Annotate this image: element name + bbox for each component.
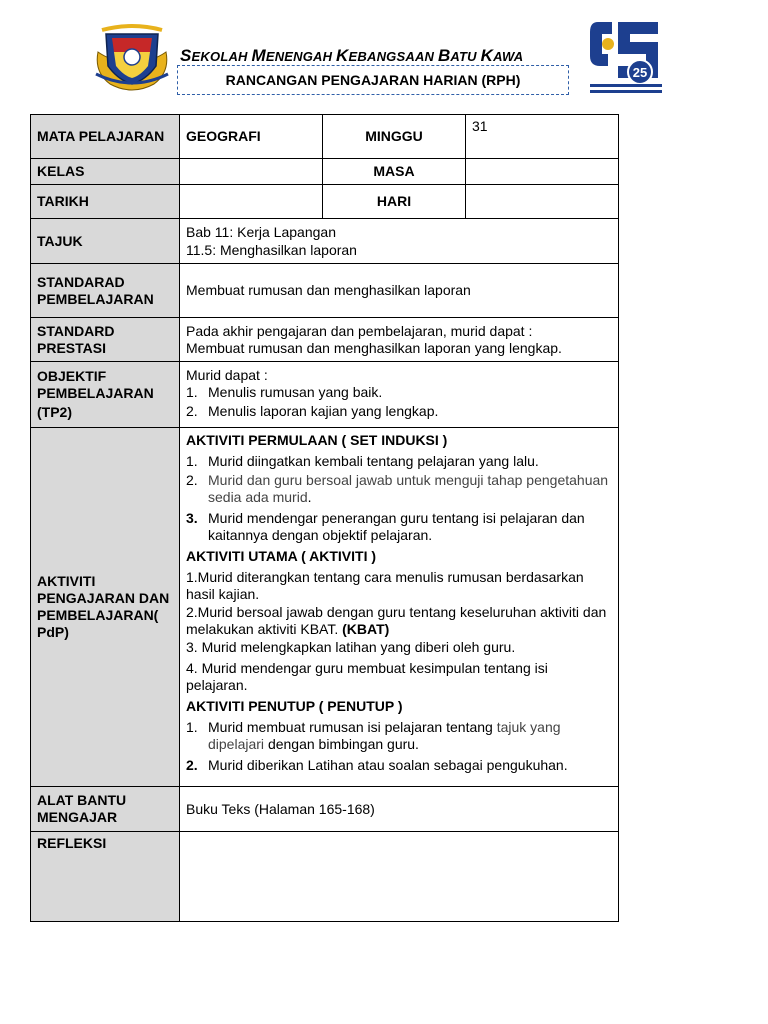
value-standard-prestasi bbox=[180, 318, 619, 362]
value-standard-pembelajaran: Membuat rumusan dan menghasilkan laporan bbox=[180, 264, 619, 318]
school-crest-logo bbox=[92, 22, 172, 94]
utama-item-3: 3. Murid melengkapkan latihan yang diberi oleh guru. bbox=[186, 639, 516, 655]
value-refleksi bbox=[180, 832, 619, 922]
row-aktiviti bbox=[31, 428, 619, 787]
label-alat-bantu: ALAT BANTU MENGAJAR bbox=[31, 787, 180, 832]
objektif-label-tp: (TP2) bbox=[37, 404, 72, 420]
objektif-list bbox=[186, 384, 612, 420]
program-logo-number: 25 bbox=[632, 65, 648, 80]
school-name-word: BATU bbox=[437, 46, 481, 65]
school-name bbox=[180, 46, 572, 66]
value-tarikh bbox=[180, 185, 323, 219]
row-standard-prestasi bbox=[31, 318, 619, 362]
value-minggu: 31 bbox=[466, 115, 619, 159]
label-masa: MASA bbox=[323, 159, 466, 185]
value-alat-bantu: Buku Teks (Halaman 165-168) bbox=[180, 787, 619, 832]
label-minggu: MINGGU bbox=[323, 115, 466, 159]
school-name-word: KEBANGSAAN bbox=[336, 46, 438, 65]
list-item: 2. Murid diberikan Latihan atau soalan sebagai pengukuhan. bbox=[186, 757, 568, 773]
row-alat-bantu bbox=[31, 787, 619, 832]
tajuk-line-1: Bab 11: Kerja Lapangan bbox=[186, 223, 336, 240]
school-name-word: KAWA bbox=[480, 46, 524, 65]
row-mata-pelajaran bbox=[31, 115, 619, 159]
label-objektif bbox=[31, 362, 180, 428]
row-tajuk bbox=[31, 219, 619, 264]
document-title: RANCANGAN PENGAJARAN HARIAN (RPH) bbox=[177, 65, 569, 95]
value-hari bbox=[466, 185, 619, 219]
list-item: 3. Murid mendengar penerangan guru tentang isi pelajaran dan kaitannya dengan objektif pelajaran. bbox=[186, 510, 585, 543]
school-name-word: MENENGAH bbox=[251, 46, 337, 65]
row-tarikh bbox=[31, 185, 619, 219]
label-kelas: KELAS bbox=[31, 159, 180, 185]
label-tajuk: TAJUK bbox=[31, 219, 180, 264]
value-mata-pelajaran: GEOGRAFI bbox=[180, 115, 323, 159]
utama-item-4: 4. Murid mendengar guru membuat kesimpulan tentang isi pelajaran. bbox=[186, 660, 548, 693]
utama-header: AKTIVITI UTAMA ( AKTIVITI ) bbox=[186, 548, 377, 564]
label-tarikh: TARIKH bbox=[31, 185, 180, 219]
value-objektif bbox=[180, 362, 619, 428]
value-tajuk bbox=[180, 219, 619, 264]
program-logo bbox=[588, 16, 664, 98]
label-hari: HARI bbox=[323, 185, 466, 219]
objektif-label-main: OBJEKTIF PEMBELAJARAN bbox=[37, 368, 154, 401]
list-item: 1. Murid membuat rumusan isi pelajaran tentang tajuk yang dipelajari dengan bimbingan guru. bbox=[186, 719, 561, 752]
row-objektif bbox=[31, 362, 619, 428]
tajuk-line-2: 11.5: Menghasilkan laporan bbox=[186, 241, 357, 258]
row-standard-pembelajaran bbox=[31, 264, 619, 318]
permulaan-header: AKTIVITI PERMULAAN ( SET INDUKSI ) bbox=[186, 432, 448, 448]
label-mata-pelajaran: MATA PELAJARAN bbox=[31, 115, 180, 159]
value-masa bbox=[466, 159, 619, 185]
value-aktiviti bbox=[180, 428, 619, 787]
standard-prestasi-line-2: Membuat rumusan dan menghasilkan laporan yang lengkap. bbox=[186, 339, 562, 356]
rph-table bbox=[30, 114, 619, 922]
row-kelas bbox=[31, 159, 619, 185]
list-item: 1. Murid diingatkan kembali tentang pelajaran yang lalu. bbox=[186, 453, 539, 469]
utama-item-2: 2.Murid bersoal jawab dengan guru tentang keseluruhan aktiviti dan melakukan aktiviti KBAT. (KBAT) bbox=[186, 604, 607, 637]
row-refleksi bbox=[31, 832, 619, 922]
value-kelas bbox=[180, 159, 323, 185]
label-refleksi: REFLEKSI bbox=[31, 832, 180, 922]
label-standard-pembelajaran: STANDARAD PEMBELAJARAN bbox=[31, 264, 180, 318]
utama-item-1: 1.Murid diterangkan tentang cara menulis rumusan berdasarkan hasil kajian. bbox=[186, 569, 584, 602]
school-name-word: SEKOLAH bbox=[180, 46, 252, 65]
penutup-list bbox=[186, 719, 612, 774]
list-item: 2. Menulis laporan kajian yang lengkap. bbox=[186, 403, 439, 419]
label-aktiviti: AKTIVITI PENGAJARAN DAN PEMBELAJARAN( PdP) bbox=[31, 428, 180, 787]
objektif-intro: Murid dapat : bbox=[186, 367, 268, 383]
label-standard-prestasi: STANDARD PRESTASI bbox=[31, 318, 180, 362]
penutup-header: AKTIVITI PENUTUP ( PENUTUP ) bbox=[186, 698, 403, 714]
permulaan-list bbox=[186, 453, 612, 544]
list-item: 1. Menulis rumusan yang baik. bbox=[186, 384, 383, 400]
standard-prestasi-line-1: Pada akhir pengajaran dan pembelajaran, murid dapat : bbox=[186, 322, 533, 339]
list-item: 2. Murid dan guru bersoal jawab untuk menguji tahap pengetahuan sedia ada murid. bbox=[186, 472, 609, 505]
